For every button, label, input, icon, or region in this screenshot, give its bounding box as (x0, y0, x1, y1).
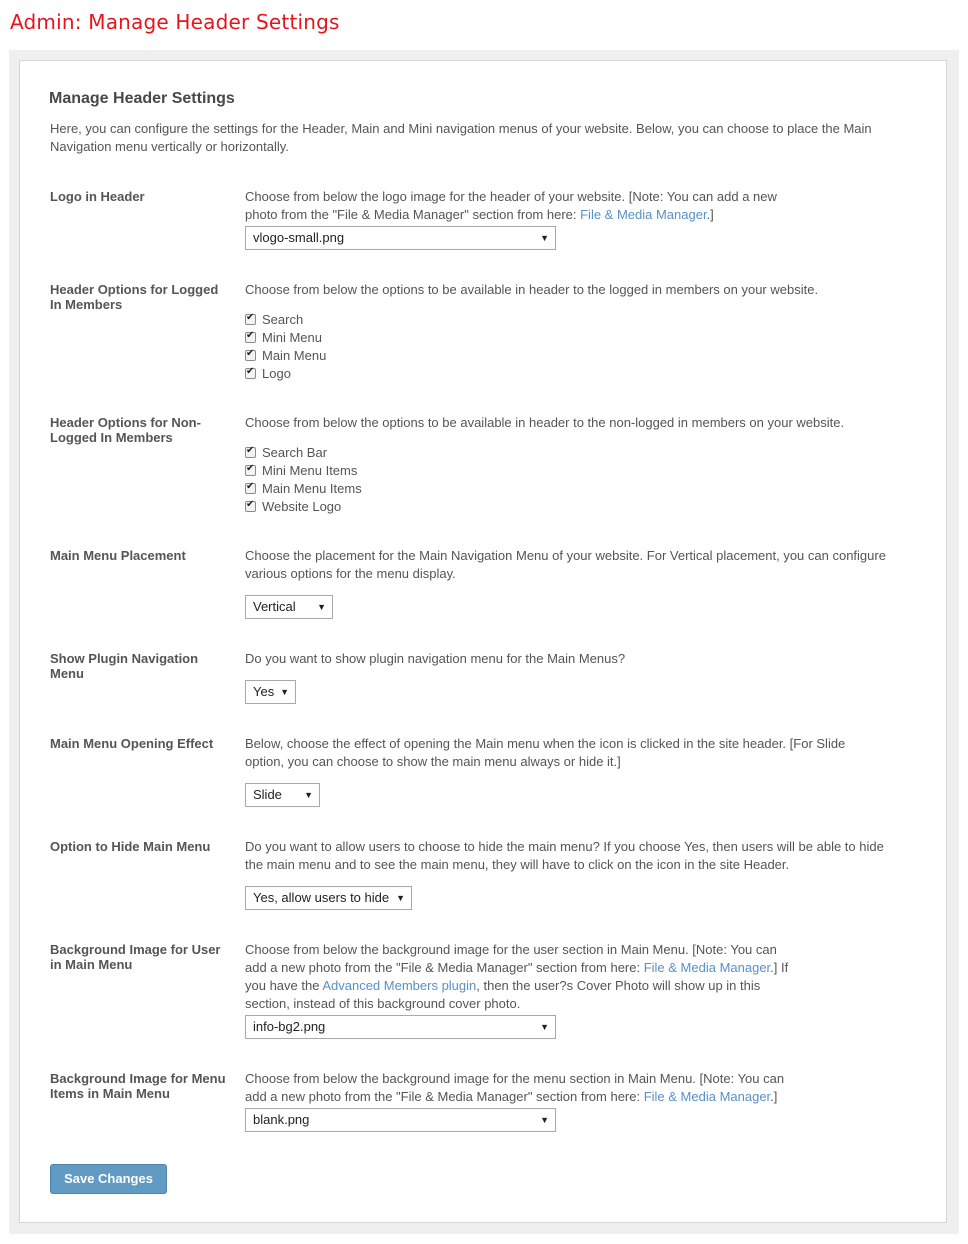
advanced-members-plugin-link[interactable]: Advanced Members plugin (322, 978, 477, 993)
logged-in-options-description: Choose from below the options to be available in header to the logged in members on your website. (245, 282, 819, 297)
checkmark-icon: ✔ (246, 499, 255, 510)
checkbox-website-logo[interactable]: ✔ Website Logo (246, 499, 342, 514)
bg-menu-label: Background Image for Menu Items in Main Menu (50, 1071, 226, 1101)
non-logged-options-label: Header Options for Non- Logged In Members (50, 415, 201, 445)
plugin-nav-description: Do you want to show plugin navigation menu for the Main Menus? (245, 651, 626, 666)
checkmark-icon: ✔ (246, 366, 255, 377)
bg-user-label: Background Image for User in Main Menu (50, 942, 221, 972)
placement-label: Main Menu Placement (50, 548, 186, 563)
logo-description: Choose from below the logo image for the header of your website. [Note: You can add a new photo from the "File & Media Manager" section from here: File & Media Manager.] (245, 189, 777, 222)
chevron-down-icon: ▼ (540, 1115, 549, 1125)
checkbox-mini-menu-items[interactable]: ✔ Mini Menu Items (246, 463, 358, 478)
form-title: Manage Header Settings (49, 90, 235, 107)
chevron-down-icon: ▼ (317, 602, 326, 612)
logo-label: Logo in Header (50, 189, 145, 204)
bg-menu-select[interactable]: blank.png ▼ (245, 1108, 556, 1132)
checkbox-logo[interactable]: ✔ Logo (246, 366, 291, 381)
bg-user-description: Choose from below the background image for the user section in Main Menu. [Note: You can add a new photo from the "File & Media Manager" section from here: File & Media Manager.] If you have the Advanced Members plugin, then the user?s Cover Photo will show up in this section, instead of this background cover photo. (245, 942, 789, 1011)
file-media-manager-link[interactable]: File & Media Manager (643, 1089, 771, 1104)
logged-in-options-label: Header Options for Logged In Members (50, 282, 219, 312)
checkbox-main-menu[interactable]: ✔ Main Menu (246, 348, 327, 363)
placement-description: Choose the placement for the Main Navigation Menu of your website. For Vertical placement, you can configure various options for the menu display. (245, 548, 886, 581)
placement-select[interactable]: Vertical ▼ (245, 595, 333, 619)
opening-effect-select[interactable]: Slide ▼ (245, 783, 320, 807)
file-media-manager-link[interactable]: File & Media Manager (643, 960, 771, 975)
checkmark-icon: ✔ (246, 463, 255, 474)
chevron-down-icon: ▼ (304, 790, 313, 800)
save-changes-button[interactable]: Save Changes (50, 1164, 167, 1194)
hide-menu-description: Do you want to allow users to choose to hide the main menu? If you choose Yes, then users will be able to hide the main menu and to see the main menu, they will have to click on the icon in the site Header. (245, 839, 884, 872)
opening-effect-description: Below, choose the effect of opening the Main menu when the icon is clicked in the site header. [For Slide option, you can choose to show the main menu always or hide it.] (245, 736, 846, 769)
page-title: Admin: Manage Header Settings (10, 10, 340, 34)
chevron-down-icon: ▼ (396, 893, 405, 903)
checkmark-icon: ✔ (246, 445, 255, 456)
checkmark-icon: ✔ (246, 348, 255, 359)
hide-menu-label: Option to Hide Main Menu (50, 839, 211, 854)
opening-effect-label: Main Menu Opening Effect (50, 736, 214, 751)
checkmark-icon: ✔ (246, 481, 255, 492)
chevron-down-icon: ▼ (540, 233, 549, 243)
checkmark-icon: ✔ (246, 330, 255, 341)
non-logged-options-description: Choose from below the options to be available in header to the non-logged in members on your website. (245, 415, 845, 430)
checkbox-main-menu-items[interactable]: ✔ Main Menu Items (246, 481, 362, 496)
checkbox-search[interactable]: ✔ Search (246, 312, 304, 327)
bg-menu-description: Choose from below the background image for the menu section in Main Menu. [Note: You can add a new photo from the "File & Media Manager" section from here: File & Media Manager.] (245, 1071, 785, 1104)
file-media-manager-link[interactable]: File & Media Manager (580, 207, 707, 222)
bg-user-select[interactable]: info-bg2.png ▼ (245, 1015, 556, 1039)
plugin-nav-label: Show Plugin Navigation Menu (50, 651, 199, 681)
hide-menu-select[interactable]: Yes, allow users to hide ▼ (245, 886, 412, 910)
checkmark-icon: ✔ (246, 312, 255, 323)
logo-select[interactable]: vlogo-small.png ▼ (245, 226, 556, 250)
checkbox-mini-menu[interactable]: ✔ Mini Menu (246, 330, 322, 345)
checkbox-search-bar[interactable]: ✔ Search Bar (246, 445, 328, 460)
form-description: Here, you can configure the settings for the Header, Main and Mini navigation menus of your website. Below, you can choose to place the Main Navigation menu vertically or horizontally. (50, 121, 872, 154)
chevron-down-icon: ▼ (280, 687, 289, 697)
chevron-down-icon: ▼ (540, 1022, 549, 1032)
plugin-nav-select[interactable]: Yes ▼ (245, 680, 296, 704)
